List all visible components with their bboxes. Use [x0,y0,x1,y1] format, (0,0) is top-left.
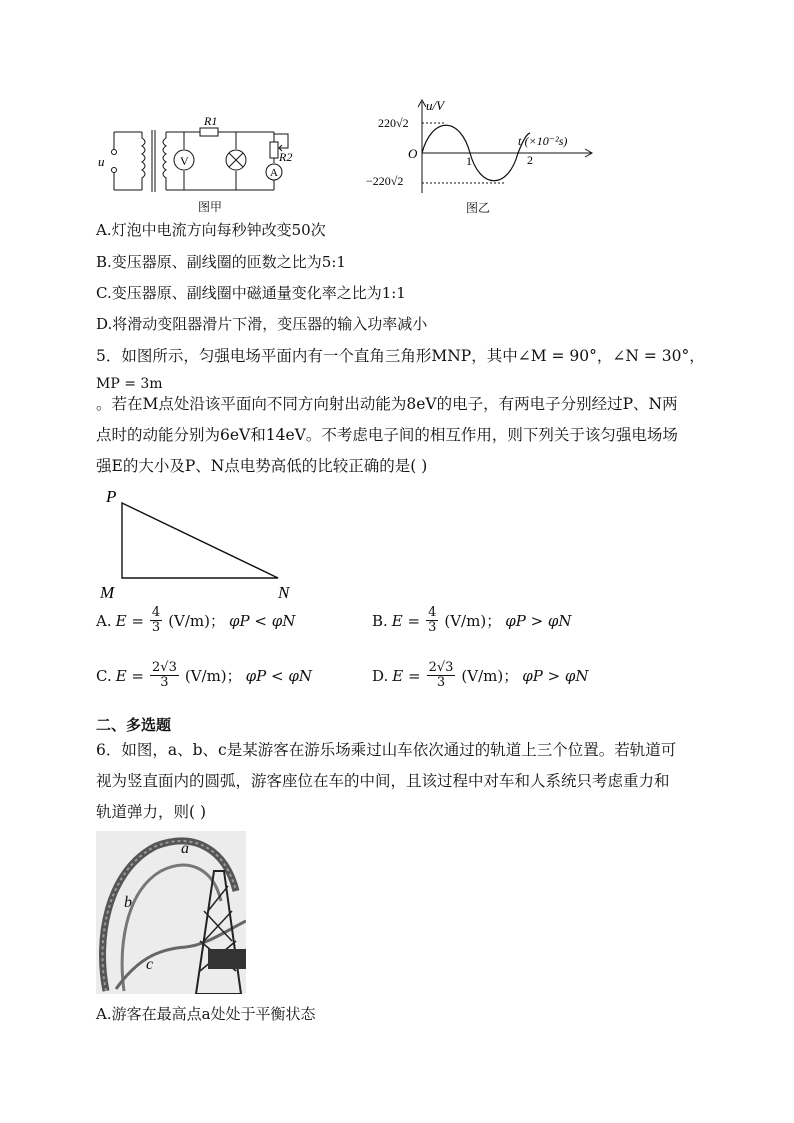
option-prefix: D. [372,666,389,685]
denominator: 3 [428,620,437,635]
fig-yi-caption: 图乙 [466,201,491,215]
q6-option-a: A.游客在最高点a处处于平衡状态 [96,1005,316,1023]
q5-line4: 点时的动能分别为6eV和14eV。不考虑电子间的相互作用，则下列关于该匀强电场场 [96,426,678,444]
fraction [150,661,179,690]
q4-option-d: D.将滑动变阻器滑片下滑，变压器的输入功率减小 [96,315,428,333]
q4-option-a: A.灯泡中电流方向每秒钟改变50次 [96,221,326,239]
denominator: 3 [160,675,169,690]
q5-line2: MP = 3m [96,376,163,392]
point-m: M [100,583,115,602]
option-phi: φP < φN [245,666,312,685]
option-unit: (V/m)； [168,612,226,630]
tick-1: 1 [466,154,472,168]
q5-line1: 5．如图所示，匀强电场平面内有一个直角三角形MNP，其中∠M = 90°，∠N = 30°， [96,347,705,365]
top-value: 220√2 [378,116,409,130]
q5-option-d [372,661,589,690]
fraction [427,661,456,690]
q6-line3: 轨道弹力，则( ) [96,803,207,821]
option-lhs: E = [392,666,421,685]
v-label: V [180,154,189,168]
point-p: P [106,487,117,506]
q5-line5: 强E的大小及P、N点电势高低的比较正确的是( ) [96,457,428,475]
point-n: N [278,583,290,602]
option-prefix: C. [96,666,112,685]
tick-2: 2 [527,153,533,167]
a-label: A [270,167,278,179]
y-axis-label: u/V [426,98,445,113]
position-b-label: b [124,894,132,911]
q4-option-c: C.变压器原、副线圈中磁通量变化率之比为1:1 [96,284,406,302]
option-phi: φP > φN [505,611,572,630]
fig-jia-caption: 图甲 [198,200,223,214]
origin-label: O [408,146,418,161]
r2-label: R2 [279,150,293,164]
option-lhs: E = [115,611,144,630]
fraction [426,606,438,635]
fraction [150,606,162,635]
roller-coaster-photo [96,831,246,994]
triangle-figure [96,486,306,604]
numerator: 2√3 [428,660,454,675]
option-prefix: B. [372,611,388,630]
option-unit: (V/m)； [184,667,242,685]
denominator: 3 [151,620,161,635]
option-prefix: A. [96,611,112,630]
q6-line2: 视为竖直面内的圆弧，游客座位在车的中间，且该过程中对车和人系统只考虑重力和 [96,772,670,790]
q6-line1: 6．如图，a、b、c是某游客在游乐场乘过山车依次通过的轨道上三个位置。若轨道可 [96,741,677,759]
q4-option-b: B.变压器原、副线圈的匝数之比为5:1 [96,253,346,271]
r1-label: R1 [204,114,218,128]
denominator: 3 [436,675,446,690]
position-a-label: a [181,840,189,857]
q5-option-a [96,606,295,635]
option-phi: φP > φN [522,666,589,685]
q5-line3: 。若在M点处沿该平面向不同方向射出动能为8eV的电子，有两电子分别经过P、N两 [96,395,678,413]
section-title: 二、多选题 [96,716,172,734]
option-lhs: E = [115,666,145,685]
bottom-value: −220√2 [366,174,404,188]
x-axis-label: t/(×10⁻²s) [518,134,568,148]
option-unit: (V/m)； [461,667,519,685]
numerator: 4 [428,605,437,620]
sine-graph [360,98,600,198]
position-c-label: c [146,956,154,973]
option-lhs: E = [391,611,421,630]
numerator: 4 [151,605,161,620]
numerator: 2√3 [152,660,177,675]
q5-option-b [372,606,572,635]
q5-option-c [96,661,312,690]
option-phi: φP < φN [229,611,296,630]
u-label: u [98,154,105,169]
option-unit: (V/m)； [444,612,502,630]
